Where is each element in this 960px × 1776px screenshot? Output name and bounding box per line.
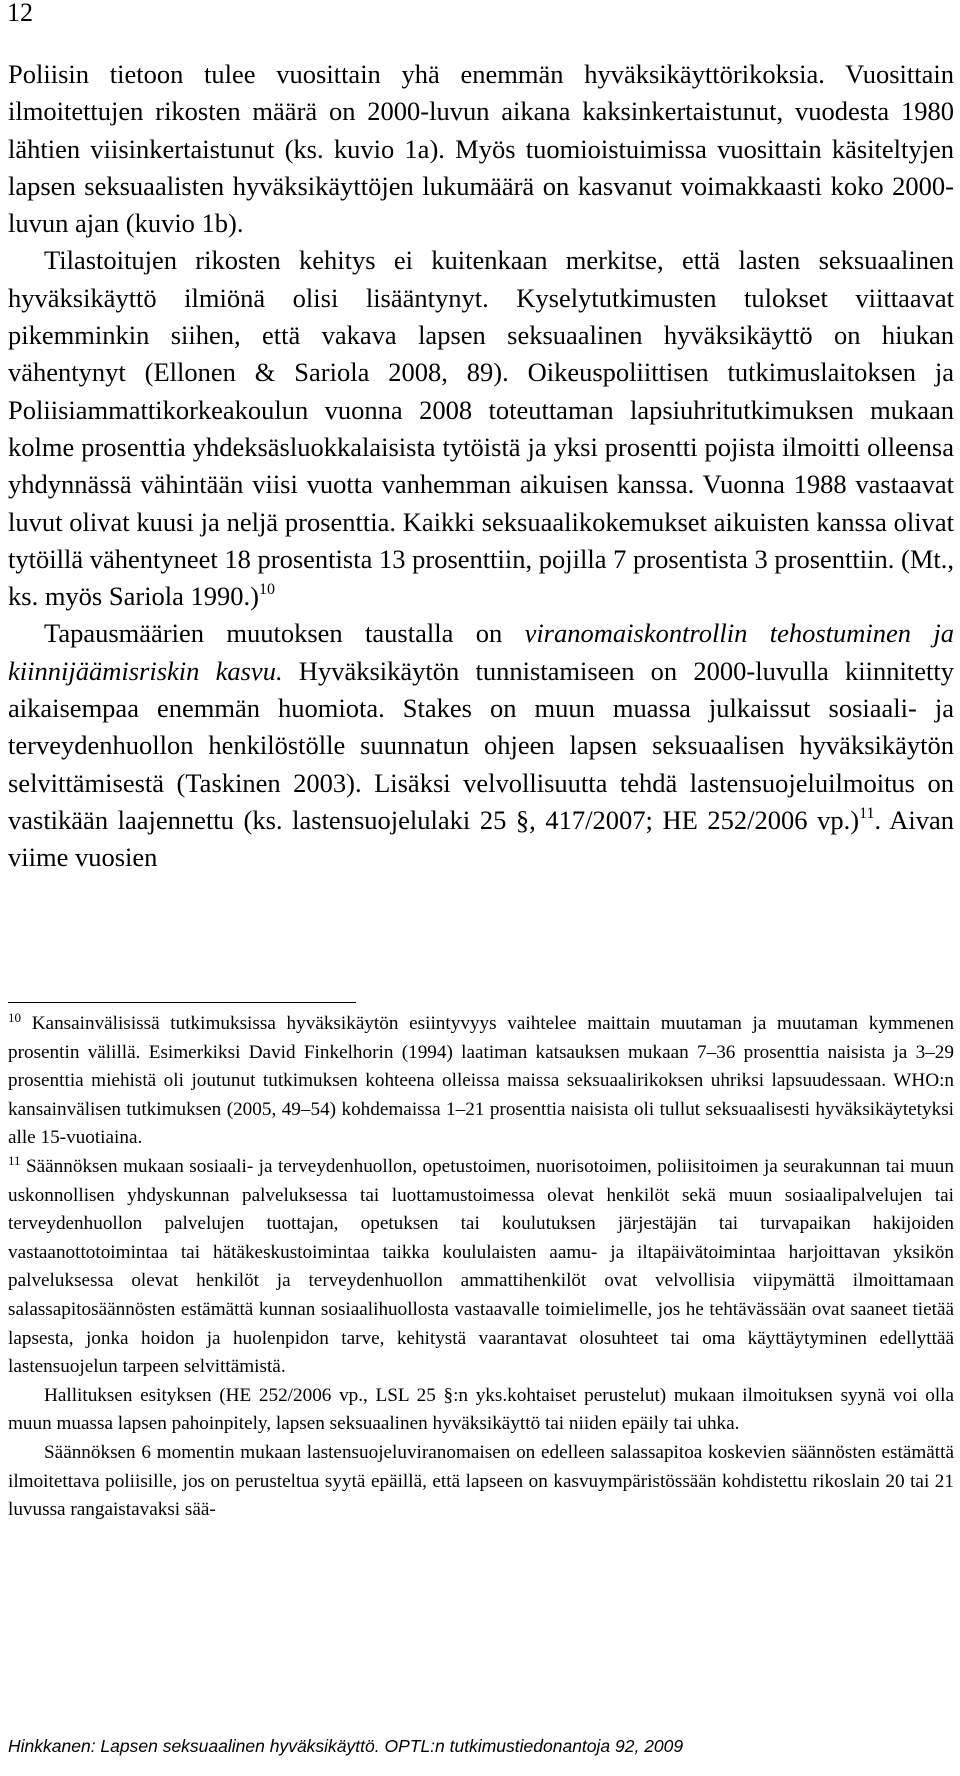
footnote-marker-10: 10 [8, 1010, 21, 1025]
footnote-11-paragraph-2: Hallituksen esityksen (HE 252/2006 vp., LSL 25 §:n yks.kohtaiset perustelut) mukaan ilmoituksen syynä voi olla muun muassa lapsen pahoinpitely, lapsen seksuaalinen hyväksikäyttö tai niiden epäily tai uhka. [8, 1384, 954, 1435]
paragraph-2-text-a: Tapausmäärien muutoksen taustalla on [44, 618, 525, 649]
paragraph-1b-text: Tilastoitujen rikosten kehitys ei kuitenkaan merkitse, että lasten seksuaalinen hyväksikäyttö ilmiönä olisi lisääntynyt. Kyselytutkimusten tulokset viittaavat pikemminkin siihen, että vakava lapsen seksuaalinen hyväksikäyttö on hiukan vähentynyt (Ellonen & Sariola 2008, 89). Oikeuspoliittisen tutkimuslaitoksen ja Poliisiammattikorkeakoulun vuonna 2008 toteuttaman lapsiuhritutkimuksen mukaan kolme prosenttia yhdeksäsluokkalaisista tytöistä ja yksi prosentti pojista ilmoitti olleensa yhdynnässä vähintään viisi vuotta vanhemman aikuisen kanssa. Vuonna 1988 vastaavat luvut olivat kuusi ja neljä prosenttia. Kaikki seksuaalikokemukset aikuisten kanssa olivat tytöillä vähentyneet 18 prosentista 13 prosenttiin, pojilla 7 prosentista 3 prosenttiin. (Mt., ks. myös Sariola 1990.) [8, 245, 954, 612]
footnote-11-text: Säännöksen mukaan sosiaali- ja terveydenhuollon, opetustoimen, nuorisotoimen, poliisitoimen ja seurakunnan tai muun uskonnollisen yhdyskunnan palveluksessa tai luottamustoimessa olevat henkilöt sekä muun sosiaalipalvelujen tai terveydenhuollon palvelujen tuottajan, opetuksen tai koulutuksen järjestäjän tai turvapaikan hakijoiden vastaanottotoimintaa tai hätäkeskustoimintaa taikka koululaisten aamu- ja iltapäivätoimintaa harjoittavan yksikön palveluksessa olevat henkilöt ja terveydenhuollon ammattihenkilöt ovat velvollisia viipymättä ilmoittamaan salassapitosäännösten estämättä kunnan sosiaalihuollosta vastaavalle toimielimelle, jos he tehtävässään ovat saaneet tietää lapsesta, jonka hoidon ja huolenpidon tarve, kehitystä vaarantavat olosuhteet tai oma käyttäytyminen edellyttää lastensuojelun tarpeen selvittämistä. [8, 1155, 954, 1378]
paragraph-1a: Poliisin tietoon tulee vuosittain yhä enemmän hyväksikäyttörikoksia. Vuosittain ilmoitettujen rikosten määrä on 2000-luvun aikana kaksinkertaistunut, vuodesta 1980 lähtien viisinkertaistunut (ks. kuvio 1a). Myös tuomioistuimissa vuosittain käsiteltyjen lapsen seksuaalisten hyväksikäyttöjen lukumäärä on kasvanut voimakkaasti koko 2000-luvun ajan (kuvio 1b). [8, 59, 954, 239]
footnote-ref-11[interactable]: 11 [859, 804, 875, 822]
paragraph-2-text-b: Hyväksikäytön tunnistamiseen on 2000-luvulla kiinnitetty aikaisempaa enemmän huomiota. Stakes on muun muassa julkaissut sosiaali- ja terveydenhuollon henkilöstölle suunnatun ohjeen lapsen seksuaalisen hyväksikäytön selvittämisestä (Taskinen 2003). Lisäksi velvollisuutta tehdä lastensuojeluilmoitus on vastikään laajennettu (ks. lastensuojelulaki 25 §, 417/2007; HE 252/2006 vp.) [8, 655, 954, 835]
footnote-ref-10[interactable]: 10 [259, 581, 275, 599]
paragraph-2 [8, 615, 954, 876]
footnote-10 [8, 1010, 954, 1153]
footnote-separator [8, 1002, 356, 1003]
footnote-marker-11: 11 [8, 1152, 21, 1168]
footnote-11 [8, 1153, 954, 1382]
page-footer-citation: Hinkkanen: Lapsen seksuaalinen hyväksikäyttö. OPTL:n tutkimustiedonantoja 92, 2009 [8, 1736, 684, 1756]
footnotes [8, 1010, 954, 1525]
paragraph-1b [8, 242, 954, 615]
footnote-10-text: Kansainvälisissä tutkimuksissa hyväksikäytön esiintyvyys vaihtelee maittain muutaman ja muutaman kymmenen prosentin välillä. Esimerkiksi David Finkelhorin (1994) laatiman katsauksen mukaan 7–36 prosenttia naisista ja 3–29 prosenttia miehistä oli joutunut tutkimuksen kohteena olleissa maissa seksuaalirikoksen uhriksi lapsuudessaan. WHO:n kansainvälisen tutkimuksen (2005, 49–54) kohdemaissa 1–21 prosenttia naisista oli tullut seksuaalisesti hyväksikäytetyksi alle 15-vuotiaina. [8, 1013, 954, 1149]
paragraph-2-text-c: . Aivan viime vuosien [8, 804, 954, 873]
page-number: 12 [7, 0, 33, 27]
emphasis-text: viranomaiskontrollin tehostuminen ja kiinnijäämisriskin kasvu. [8, 618, 955, 686]
footnote-11-paragraph-3: Säännöksen 6 momentin mukaan lastensuojeluviranomaisen on edelleen salassapitoa koskevien säännösten estämättä ilmoitettava poliisille, jos on perusteltua syytä epäillä, että lapseen on kasvuympäristössään kohdistettu rikoslain 20 tai 21 luvussa rangaistavaksi sää- [8, 1441, 954, 1521]
main-text [8, 56, 954, 877]
